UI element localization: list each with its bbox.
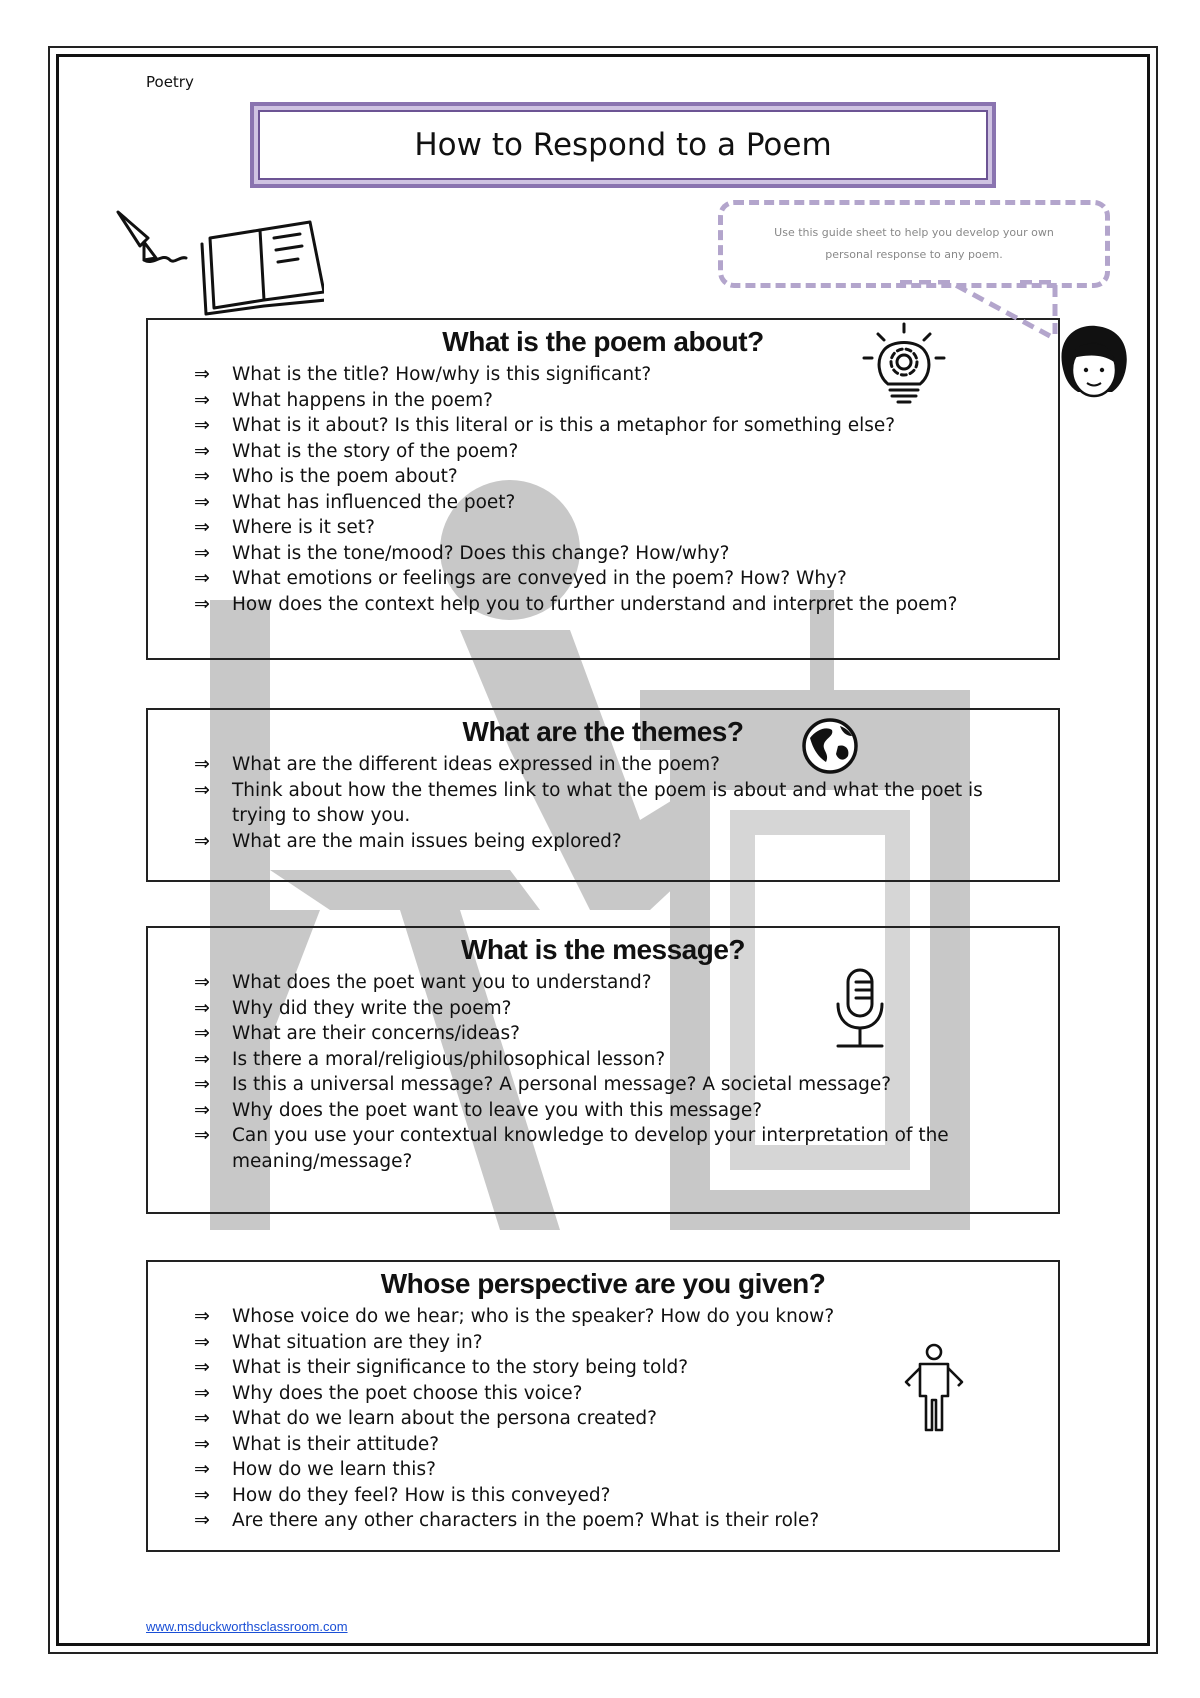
- question-list: [148, 752, 1058, 854]
- list-item: ⇒ Think about how the themes link to what the poem is about and what the poet is trying to show you.: [194, 778, 1058, 829]
- footer-website-link[interactable]: www.msduckworthsclassroom.com: [146, 1619, 348, 1634]
- list-item: ⇒ Why did they write the poem?: [194, 996, 1058, 1022]
- list-item: ⇒ How do they feel? How is this conveyed?: [194, 1483, 1058, 1509]
- teacher-avatar-icon: [1056, 322, 1132, 402]
- list-item: ⇒ Is there a moral/religious/philosophical lesson?: [194, 1047, 1058, 1073]
- list-item: ⇒ Where is it set?: [194, 515, 1058, 541]
- list-item: ⇒ Can you use your contextual knowledge to develop your interpretation of the meaning/message?: [194, 1123, 1058, 1174]
- speech-bubble-text: Use this guide sheet to help you develop your own personal response to any poem.: [774, 226, 1054, 261]
- list-item: ⇒ What has influenced the poet?: [194, 490, 1058, 516]
- list-item: ⇒ What is their attitude?: [194, 1432, 1058, 1458]
- list-item: ⇒ What are their concerns/ideas?: [194, 1021, 1058, 1047]
- list-item: ⇒ Why does the poet choose this voice?: [194, 1381, 1058, 1407]
- list-item: ⇒ How do we learn this?: [194, 1457, 1058, 1483]
- list-item: ⇒ Who is the poem about?: [194, 464, 1058, 490]
- section-poem-about: [146, 318, 1060, 660]
- list-item: ⇒ What do we learn about the persona created?: [194, 1406, 1058, 1432]
- list-item: ⇒ How does the context help you to further understand and interpret the poem?: [194, 592, 1058, 618]
- list-item: ⇒ What does the poet want you to understand?: [194, 970, 1058, 996]
- list-item: ⇒ Whose voice do we hear; who is the speaker? How do you know?: [194, 1304, 1058, 1330]
- pen-and-book-icon: [114, 208, 324, 318]
- section-heading: What is the message?: [460, 934, 746, 965]
- list-item: ⇒ Is this a universal message? A personal message? A societal message?: [194, 1072, 1058, 1098]
- speech-bubble-tail: [900, 280, 1060, 350]
- subject-label: Poetry: [146, 73, 194, 91]
- list-item: ⇒ What is the tone/mood? Does this change? How/why?: [194, 541, 1058, 567]
- section-heading: Whose perspective are you given?: [380, 1268, 826, 1299]
- question-list: [148, 970, 1058, 1174]
- list-item: ⇒ What is it about? Is this literal or is this a metaphor for something else?: [194, 413, 1058, 439]
- list-item: ⇒ What are the main issues being explored?: [194, 829, 1058, 855]
- globe-icon: [800, 716, 860, 776]
- list-item: ⇒ What is the story of the poem?: [194, 439, 1058, 465]
- microphone-icon: [830, 966, 890, 1052]
- title-box: [250, 102, 996, 188]
- person-icon: [900, 1342, 968, 1434]
- list-item: ⇒ Why does the poet want to leave you with this message?: [194, 1098, 1058, 1124]
- section-perspective: [146, 1260, 1060, 1552]
- list-item: ⇒ What happens in the poem?: [194, 388, 1058, 414]
- list-item: ⇒ What is their significance to the story being told?: [194, 1355, 1058, 1381]
- list-item: ⇒ What emotions or feelings are conveyed in the poem? How? Why?: [194, 566, 1058, 592]
- page-title: How to Respond to a Poem: [414, 127, 832, 163]
- list-item: ⇒ What are the different ideas expressed in the poem?: [194, 752, 1058, 778]
- section-heading: What is the poem about?: [442, 326, 764, 357]
- list-item: ⇒ What situation are they in?: [194, 1330, 1058, 1356]
- list-item: ⇒ What is the title? How/why is this significant?: [194, 362, 1058, 388]
- list-item: ⇒ Are there any other characters in the poem? What is their role?: [194, 1508, 1058, 1534]
- speech-bubble: [718, 200, 1110, 288]
- section-themes: [146, 708, 1060, 882]
- section-message: [146, 926, 1060, 1214]
- section-heading: What are the themes?: [462, 716, 744, 747]
